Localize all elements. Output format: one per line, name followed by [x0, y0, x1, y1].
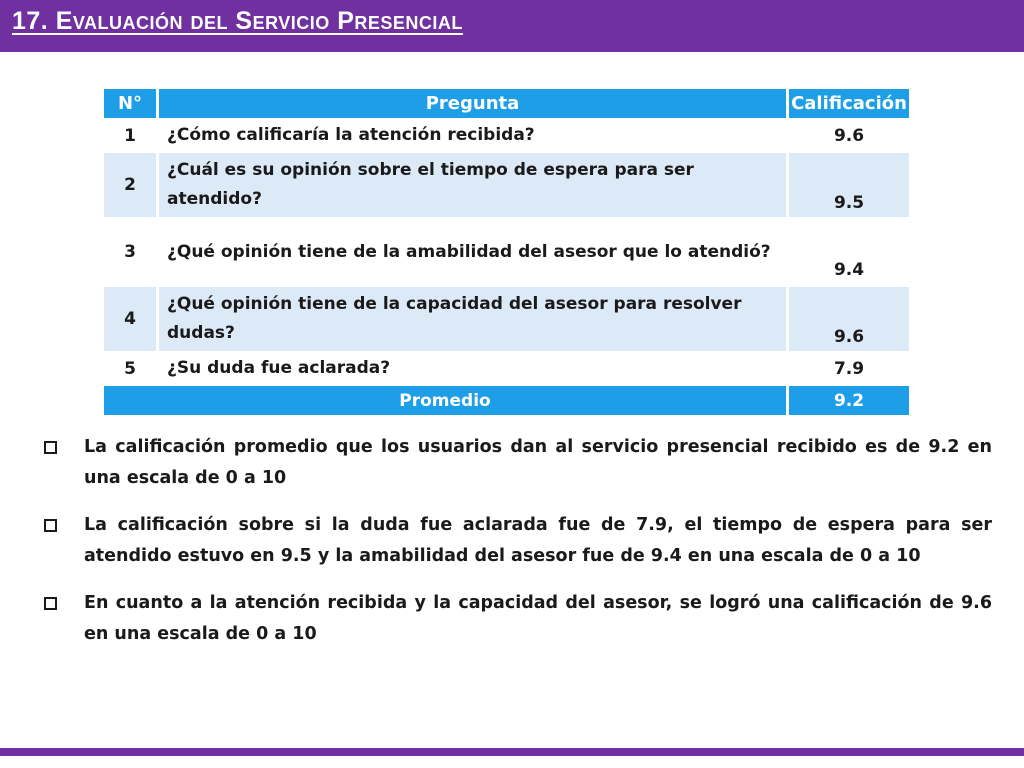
row-question: ¿Su duda fue aclarada? — [159, 354, 786, 383]
bullet-text: En cuanto a la atención recibida y la capacidad del asesor, se logró una calificación de 9.6 en una escala de 0 a 10 — [84, 593, 992, 644]
evaluation-table — [101, 86, 912, 418]
row-number: 3 — [104, 220, 156, 284]
bullet-text: La calificación promedio que los usuarios dan al servicio presencial recibido es de 9.2 en una escala de 0 a 10 — [84, 437, 992, 488]
row-number: 4 — [104, 287, 156, 351]
checkbox-square-icon — [44, 597, 57, 610]
row-score: 9.6 — [789, 121, 909, 150]
checkbox-square-icon — [44, 519, 57, 532]
column-header-question: Pregunta — [159, 89, 786, 118]
row-number: 2 — [104, 153, 156, 217]
row-question: ¿Cuál es su opinión sobre el tiempo de espera para ser atendido? — [159, 153, 786, 217]
bottom-bar — [0, 748, 1024, 756]
table-row — [104, 287, 909, 351]
row-score: 7.9 — [789, 354, 909, 383]
row-score: 9.5 — [789, 153, 909, 217]
table-row — [104, 153, 909, 217]
average-row — [104, 386, 909, 415]
table-row — [104, 121, 909, 150]
bullet-item — [44, 588, 992, 650]
row-question: ¿Cómo calificaría la atención recibida? — [159, 121, 786, 150]
row-question: ¿Qué opinión tiene de la amabilidad del asesor que lo atendió? — [159, 220, 786, 284]
column-header-number: N° — [104, 89, 156, 118]
table-header-row — [104, 89, 909, 118]
bullet-item — [44, 432, 992, 494]
row-number: 5 — [104, 354, 156, 383]
bullet-text: La calificación sobre si la duda fue aclarada fue de 7.9, el tiempo de espera para ser atendido estuvo en 9.5 y la amabilidad del asesor fue de 9.4 en una escala de 0 a 10 — [84, 515, 992, 566]
table-row — [104, 354, 909, 383]
summary-bullets — [44, 432, 992, 666]
bullet-item — [44, 510, 992, 572]
column-header-score: Calificación — [789, 89, 909, 118]
row-score: 9.4 — [789, 220, 909, 284]
average-label: Promedio — [104, 386, 786, 415]
average-value: 9.2 — [789, 386, 909, 415]
slide-title: 17. Evaluación del Servicio Presencial — [12, 7, 463, 35]
row-score: 9.6 — [789, 287, 909, 351]
table-row — [104, 220, 909, 284]
row-question: ¿Qué opinión tiene de la capacidad del asesor para resolver dudas? — [159, 287, 786, 351]
title-bar — [0, 0, 1024, 52]
checkbox-square-icon — [44, 441, 57, 454]
row-number: 1 — [104, 121, 156, 150]
